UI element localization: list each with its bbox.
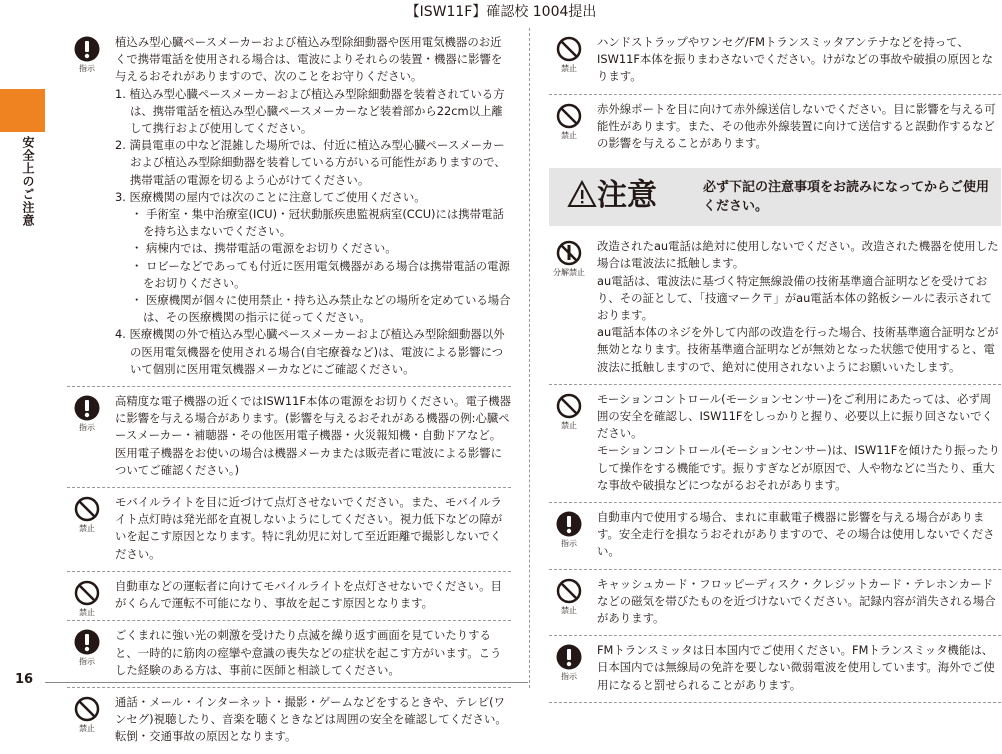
section-text: 赤外線ポートを目に向けて赤外線送信しないでください。目に影響を与える可能性があります。また、その他赤外線装置に向けて送信すると誤動作するなどの影響を与えることがあります。 bbox=[597, 101, 996, 151]
left-column bbox=[67, 28, 511, 754]
warning-section-flashing bbox=[67, 621, 511, 688]
section-text: au電話は、電波法に基づく特定無線設備の技術基準適合証明などを受けており、その証として、「技適マーク〒」がau電話本体の銘板シールに表示されております。 bbox=[597, 273, 993, 323]
section-tab-label: 安全上のご注意 bbox=[21, 136, 35, 227]
icon-caption: 分解禁止 bbox=[553, 268, 585, 278]
warning-section-fm bbox=[549, 636, 1001, 703]
section-text: モーションコントロール(モーションセンサー)は、ISW11Fを傾けたり振ったりして操作をする機能です。振りすぎなどが原因で、人や物などに当たり、重大な事故や破損などにつながるおそれがあります。 bbox=[597, 443, 1000, 492]
right-column bbox=[549, 28, 1001, 703]
icon-caption: 禁止 bbox=[79, 524, 95, 534]
section-text: ごくまれに強い光の刺激を受けたり点滅を繰り返す画面を見ていたりすると、一時的に筋肉の痙攣や意識の喪失などの症状を起こす方がいます。こうした経験のある方は、事前に医師と相談してください。 bbox=[115, 628, 502, 677]
prohibition-icon bbox=[74, 496, 100, 522]
section-text: 自動車などの運転者に向けてモバイルライトを点灯させないでください。目がくらんで運転不可能になり、事故を起こす原因となります。 bbox=[115, 578, 502, 611]
section-text: 改造されたau電話は絶対に使用しないでください。改造された機器を使用した場合は電波法に抵触します。 bbox=[597, 239, 999, 271]
section-text: 通話・メール・インターネット・撮影・ゲームなどをするときや、テレビ(ワンセグ)視聴したり、音楽を聴くときなどは周囲の安全を確認してください。転倒・交通事故の原因となります。 bbox=[115, 694, 507, 744]
icon-caption: 指示 bbox=[79, 423, 95, 433]
section-text: モーションコントロール(モーションセンサー)をご利用にあたっては、必ず周囲の安全を確認し、ISW11Fをしっかりと握り、必要以上に振り回さないでください。 bbox=[597, 391, 994, 441]
page-number: 16 bbox=[15, 672, 34, 687]
section-text: 植込み型心臓ペースメーカーおよび植込み型除細動器や医用電気機器のお近くで携帯電話を使用される場合は、電波によりそれらの装置・機器に影響を与えるおそれがありますので、次のことをお守りください。 bbox=[115, 35, 503, 84]
warning-section-modification bbox=[549, 232, 1001, 385]
prohibition-icon bbox=[556, 393, 582, 419]
prohibition-icon bbox=[556, 578, 582, 604]
instruction-icon-wrap bbox=[67, 36, 107, 74]
instruction-icon bbox=[74, 36, 100, 62]
section-text: ハンドストラップやワンセグ/FMトランスミッタアンテナなどを持って、ISW11F本体を振りまわさないでください。けがなどの事故や破損の原因となります。 bbox=[597, 35, 994, 84]
caution-title: 注意 bbox=[597, 178, 657, 214]
list-item: 4. 医療機関の外で植込み型心臓ペースメーカーおよび植込み型除細動器以外の医用電気機器を使用される場合(自宅療養など)は、電波による影響について個別に医用電気機器メーカなどにご確認ください。 bbox=[115, 327, 505, 376]
warning-section-electronics bbox=[67, 387, 511, 488]
icon-caption: 禁止 bbox=[561, 64, 577, 73]
icon-caption: 禁止 bbox=[561, 605, 577, 615]
instruction-icon bbox=[556, 511, 582, 537]
warning-section-light-driver bbox=[67, 572, 511, 621]
icon-caption: 禁止 bbox=[561, 420, 577, 430]
icon-caption: 指示 bbox=[561, 539, 577, 549]
section-text: au電話本体のネジを外して内部の改造を行った場合、技術基準適合証明などが無効となります。技術基準適合証明などが無効となった状態で使用すると、電波法に抵触しますので、絶対に使用されないようにお願いいたします。 bbox=[597, 325, 999, 374]
list-item: 1. 植込み型心臓ペースメーカーおよび植込み型除細動器を装着されている方は、携帯電話を植込み型心臓ペースメーカーなど装着部から22cm以上離して携行および使用してください。 bbox=[115, 86, 505, 136]
bullet-item: ・ ロビーなどであっても付近に医用電気機器がある場合は携帯電話の電源をお切りください。 bbox=[131, 258, 510, 290]
instruction-icon bbox=[74, 629, 100, 655]
warning-section-light-eyes bbox=[67, 488, 511, 572]
section-tab-marker bbox=[0, 89, 45, 132]
list-item: 3. 医療機関の屋内では次のことに注意してご使用ください。 bbox=[115, 189, 426, 204]
caution-note: 必ず下記の注意事項をお読みになってからご使用ください。 bbox=[703, 180, 990, 215]
document-header: 【ISW11F】確認校 1004提出 bbox=[405, 4, 597, 20]
warning-triangle-icon bbox=[567, 180, 597, 208]
bullet-item: ・ 医療機関が個々に使用禁止・持ち込み禁止などの場所を定めている場合は、その医療機関の指示に従ってください。 bbox=[131, 293, 511, 325]
section-text: モバイルライトを目に近づけて点灯させないでください。また、モバイルライト点灯時は発光部を直視しないようにしてください。視力低下などの障がいを起こす原因となります。特に乳幼児に対して至近距離で撮影しないでください。 bbox=[115, 495, 503, 561]
warning-section-pacemaker bbox=[67, 28, 511, 387]
warning-section-magnetic bbox=[549, 570, 1001, 637]
no-disassembly-icon bbox=[556, 240, 582, 266]
caution-banner bbox=[549, 168, 1001, 226]
section-text: キャッシュカード・フロッピーディスク・クレジットカード・テレホンカードなどの磁気を帯びたものを近づけないでください。記録内容が消失される場合があります。 bbox=[597, 576, 996, 626]
list-item: 2. 満員電車の中など混雑した場所では、付近に植込み型心臓ペースメーカーおよび植込み型除細動器を装着している方がいる可能性がありますので、携帯電話の電源を切るよう心がけてください。 bbox=[115, 138, 506, 187]
icon-caption: 指示 bbox=[79, 657, 95, 667]
warning-section-strap bbox=[549, 28, 1001, 95]
icon-caption: 禁止 bbox=[561, 130, 577, 140]
instruction-icon bbox=[556, 644, 582, 670]
icon-caption: 禁止 bbox=[79, 607, 95, 617]
icon-caption: 指示 bbox=[561, 672, 577, 682]
warning-section-infrared bbox=[549, 95, 1001, 161]
prohibition-icon bbox=[556, 36, 582, 62]
warning-section-car bbox=[549, 503, 1001, 570]
prohibition-icon bbox=[74, 580, 100, 606]
bullet-item: ・ 手術室・集中治療室(ICU)・冠状動脈疾患監視病室(CCU)には携帯電話を持ち込まないでください。 bbox=[131, 207, 504, 239]
warning-section-motion bbox=[549, 385, 1001, 503]
instruction-icon bbox=[74, 395, 100, 421]
prohibition-icon bbox=[74, 696, 100, 722]
section-text: 高精度な電子機器の近くではISW11F本体の電源をお切りください。電子機器に影響を与える場合があります。(影響を与えるおそれがある機器の例:心臓ペースメーカー・補聴器・その他医用電子機器・火災報知機・自動ドアなど。医用電子機器をお使いの場合は機器メーカまたは販売者に電波による影響についてご確認ください。) bbox=[115, 394, 512, 477]
warning-section-surroundings bbox=[67, 688, 511, 754]
prohibition-icon bbox=[556, 103, 582, 129]
icon-caption: 指示 bbox=[79, 64, 95, 73]
bullet-item: ・ 病棟内では、携帯電話の電源をお切りください。 bbox=[131, 241, 397, 256]
column-divider bbox=[529, 28, 530, 688]
section-text: FMトランスミッタは日本国内でご使用ください。FMトランスミッタ機能は、日本国内では無線局の免許を要しない微弱電波を使用しています。海外でご使用になると罰せられることがあります。 bbox=[597, 643, 995, 692]
section-text: 自動車内で使用する場合、まれに車載電子機器に影響を与える場合があります。安全走行を損なうおそれがありますので、その場合は使用しないでください。 bbox=[597, 510, 995, 559]
icon-caption: 禁止 bbox=[79, 723, 95, 733]
